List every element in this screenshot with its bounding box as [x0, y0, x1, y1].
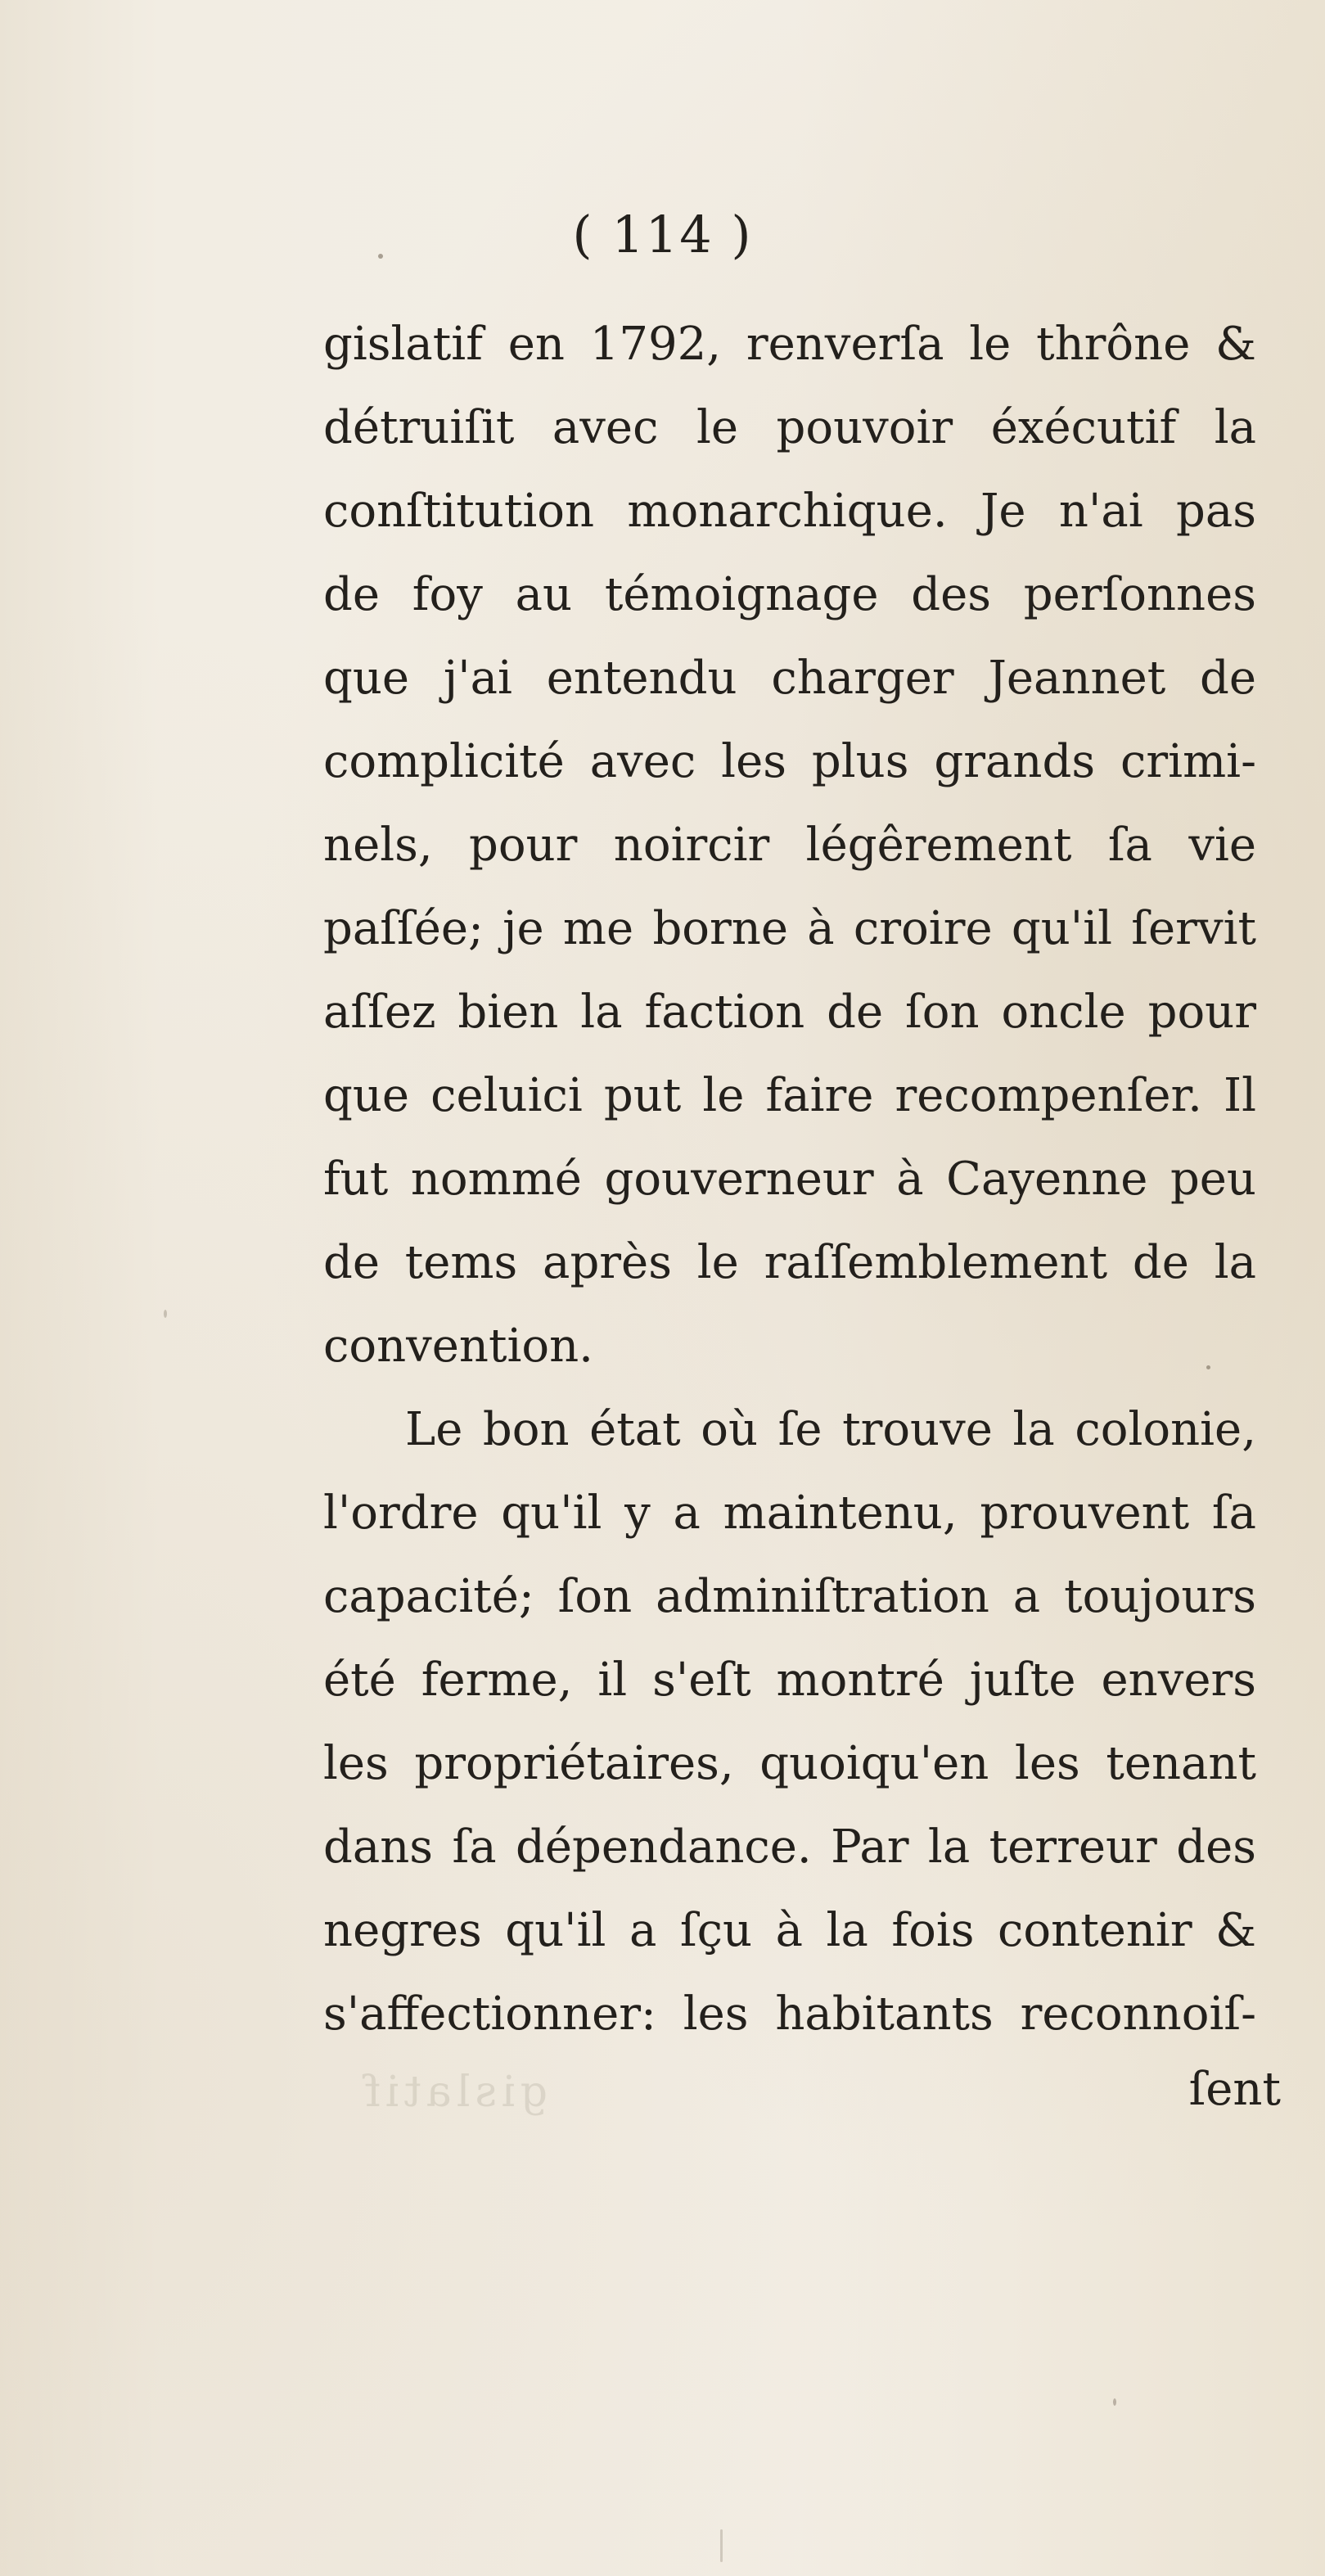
text-line: nels, pour noircir légêrement ſa vie — [323, 819, 1256, 872]
text-line: que j'ai entendu charger Jeannet de — [323, 652, 1256, 705]
catchword: ſent — [1188, 2063, 1281, 2116]
text-line: de tems après le raſſemblement de la — [323, 1236, 1256, 1289]
paragraph-1 — [323, 303, 1256, 1388]
text-line: Le bon état où ſe trouve la colonie, — [405, 1403, 1256, 1456]
paragraph-2 — [323, 1388, 1256, 2056]
text-line: aſſez bien la faction de ſon oncle pour — [323, 986, 1256, 1039]
text-line: capacité; ſon adminiſtration a toujours — [323, 1570, 1256, 1623]
speck — [164, 1310, 167, 1318]
text-line: l'ordre qu'il y a maintenu, prouvent ſa — [323, 1487, 1256, 1540]
text-line: de foy au témoignage des perſonnes — [323, 568, 1256, 621]
speck — [720, 2529, 723, 2562]
text-line: negres qu'il a ſçu à la fois contenir & — [323, 1904, 1256, 1957]
bleed-through-text: gislatif — [360, 2068, 548, 2117]
text-line: été ferme, il s'eſt montré juſte envers — [323, 1653, 1256, 1707]
text-line: paſſée; je me borne à croire qu'il ſervit — [323, 902, 1256, 955]
text-line: que celuici put le faire recompenſer. Il — [323, 1069, 1256, 1122]
text-line: conſtitution monarchique. Je n'ai pas — [323, 485, 1256, 538]
text-line: s'affectionner: les habitants reconnoiſ- — [323, 1987, 1256, 2041]
text-line: convention. — [323, 1320, 593, 1373]
text-line: gislatif en 1792, renverſa le thrône & — [323, 318, 1256, 371]
text-line: détruiſit avec le pouvoir éxécutif la — [323, 401, 1256, 454]
text-line: les propriétaires, quoiqu'en les tenant — [323, 1737, 1256, 1790]
text-line: fut nommé gouverneur à Cayenne peu — [323, 1153, 1256, 1206]
speck — [1206, 1365, 1210, 1369]
text-line: complicité avec les plus grands crimi- — [323, 735, 1256, 788]
speck — [378, 254, 383, 259]
body-text — [323, 303, 1256, 2056]
speck — [1113, 2398, 1116, 2406]
text-line: dans ſa dépendance. Par la terreur des — [323, 1820, 1256, 1874]
page-number: ( 114 ) — [572, 205, 753, 264]
